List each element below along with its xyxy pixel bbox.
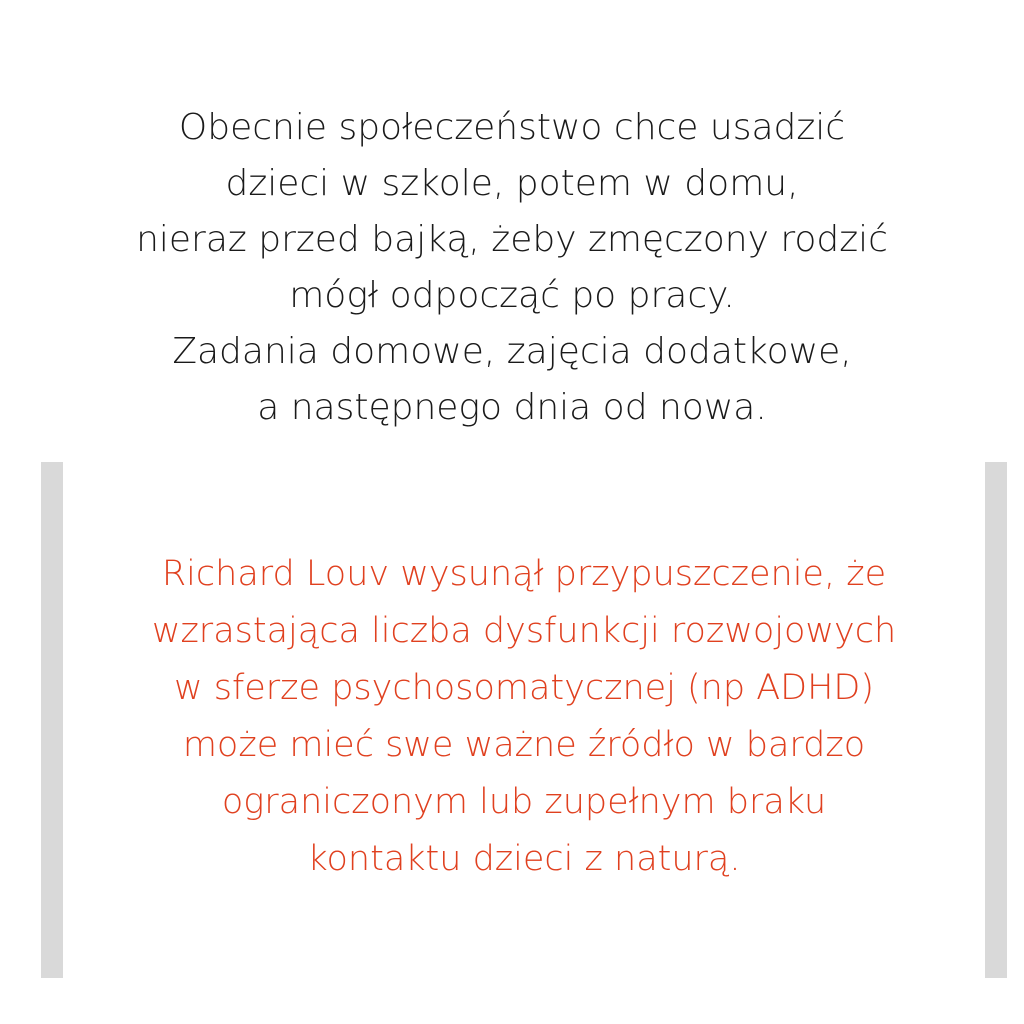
quote-line: ograniczonym lub zupełnym braku	[221, 782, 827, 822]
quote-left-bar	[41, 462, 63, 978]
quote-line: wzrastająca liczba dysfunkcji rozwojowych	[151, 611, 897, 651]
intro-line: mógł odpocząć po pracy.	[289, 275, 735, 316]
quote-line: kontaktu dzieci z naturą.	[307, 839, 741, 879]
quote-right-bar	[985, 462, 1007, 978]
quote-line: w sferze psychosomatycznej (np ADHD)	[173, 668, 875, 708]
intro-line: Zadania domowe, zajęcia dodatkowe,	[172, 331, 852, 372]
intro-line: Obecnie społeczeństwo chce usadzić	[178, 107, 846, 148]
quote-line: może mieć swe ważne źródło w bardzo	[182, 725, 866, 765]
intro-line: a następnego dnia od nowa.	[257, 387, 767, 428]
quote-paragraph	[63, 546, 985, 888]
intro-line: dzieci w szkole, potem w domu,	[225, 163, 799, 204]
quote-line: Richard Louv wysunął przypuszczenie, że	[161, 554, 887, 594]
intro-line: nieraz przed bajką, żeby zmęczony rodzić	[136, 219, 888, 260]
intro-paragraph	[0, 100, 1024, 436]
